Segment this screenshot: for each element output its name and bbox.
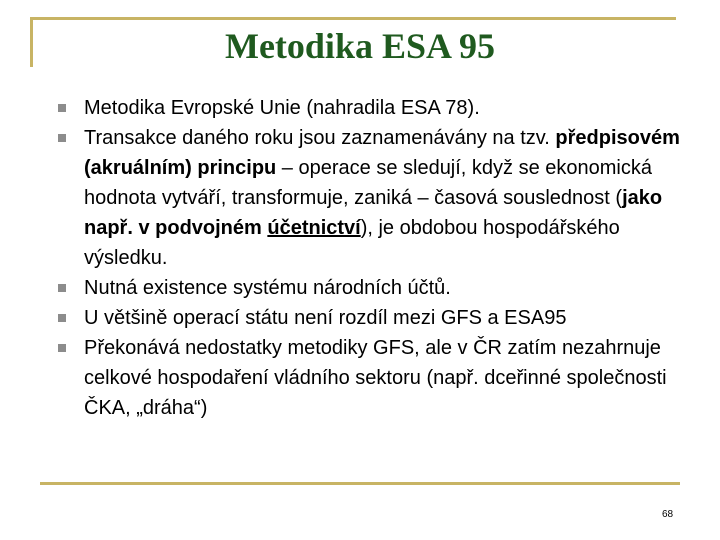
square-bullet-icon xyxy=(58,104,66,112)
bullet-text: Překonává nedostatky metodiky GFS, ale v ČR zatím nezahrnuje celkové hospodaření vládního sektoru (např. dceřinné společnosti ČKA, „dráha“) xyxy=(84,337,667,419)
bullet-text: ), je obdobou hospodářského výsledku. xyxy=(84,217,620,269)
bullet-item xyxy=(58,93,698,123)
bullet-text: U většině operací státu není rozdíl mezi GFS a ESA95 xyxy=(84,307,567,329)
square-bullet-icon xyxy=(58,314,66,322)
bullet-text: účetnictví xyxy=(267,217,361,239)
bullet-text: Metodika Evropské Unie (nahradila ESA 78). xyxy=(84,97,480,119)
slide-title: Metodika ESA 95 xyxy=(224,26,496,66)
bullet-item xyxy=(58,303,698,333)
bullet-item xyxy=(58,123,698,273)
frame-top-line xyxy=(30,17,676,20)
square-bullet-icon xyxy=(58,134,66,142)
bullet-text: jako např. v podvojném xyxy=(84,187,663,239)
bullet-text: – operace se sledují, když se ekonomická hodnota vytváří, transformuje, zaniká – časová souslednost ( xyxy=(84,157,653,209)
square-bullet-icon xyxy=(58,284,66,292)
square-bullet-icon xyxy=(58,344,66,352)
bullet-list xyxy=(58,93,698,423)
bullet-text: Nutná existence systému národních účtů. xyxy=(84,277,451,299)
bullet-item xyxy=(58,333,698,423)
page-number: 68 xyxy=(662,509,674,520)
bullet-text: Transakce daného roku jsou zaznamenávány na tzv. xyxy=(84,127,556,149)
bullet-text: předpisovém (akruálním) principu xyxy=(84,127,680,179)
frame-bottom-line xyxy=(40,482,680,485)
bullet-item xyxy=(58,273,698,303)
